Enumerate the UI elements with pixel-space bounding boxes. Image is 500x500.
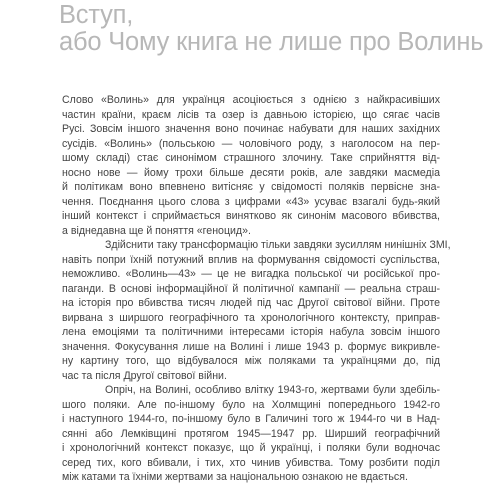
- text-line: чення. Поєднання цього слова з цифрами «43» усуває взагалі будь-який: [62, 195, 440, 208]
- text-line: Слово «Волинь» для українця асоціюється з однією з найкрасивіших: [62, 94, 440, 106]
- text-line: Здійснити таку трансформацію тільки завдяки зусиллям нинішніх ЗМІ,: [105, 239, 451, 251]
- text-line: ну картину того, що відбувалося між поляками та українцями до, під: [62, 355, 440, 367]
- text-line: навіть попри їхній потужний вплив на формування свідомості суспільства,: [62, 253, 440, 266]
- paragraph: [62, 93, 440, 238]
- chapter-heading-line-1: Вступ,: [59, 1, 134, 29]
- text-line: інший контекст і сприймається винятково як синонім масового вбивства,: [62, 210, 440, 222]
- text-line: шого поляки. Але по-іншому було на Холмщині попереднього 1942-го: [62, 398, 440, 411]
- text-line: сянні або Лемківщині протягом 1945—1947 рр. Ширший географічний: [62, 427, 440, 440]
- text-line: вирвана з ширшого географічного та хронологічного контексту, приправ-: [62, 311, 440, 324]
- text-line: Русі. Зовсім іншого значення воно починає набувати для наших західних: [62, 123, 440, 135]
- text-line: частин країни, краєм лісів та озер із давньою історією, що сягає часів: [62, 108, 440, 121]
- text-line: лена емоціями та політичними інтересами історія набула зовсім іншого: [62, 326, 440, 338]
- chapter-heading-line-2: або Чому книга не лише про Волинь: [59, 28, 484, 56]
- text-line: і наступного 1944-го, по-іншому було в Галичині того ж 1944-го чи в Над-: [62, 413, 440, 425]
- text-line: й політикам воно впевнено витісняє у свідомості поляків первісне зна-: [62, 181, 440, 193]
- text-line: між катами та їхніми жертвами за національною ознакою не вдається.: [62, 471, 408, 483]
- text-line: носно нове — йому трохи більше десяти років, але завдяки масмедіа: [62, 166, 440, 179]
- body-text: [62, 93, 451, 485]
- text-line: і хронологічний контекст показує, що й українці, і поляки були водночас: [62, 442, 440, 454]
- text-line: серед тих, кого вбивали, і тих, хто чинив убивства. Тому розбити поділ: [62, 456, 440, 469]
- text-line: час та після Другої світової війни.: [62, 369, 227, 382]
- paragraph: [62, 238, 451, 383]
- text-line: на історія про вбивства тисяч людей під час Другої світової війни. Проте: [62, 297, 440, 309]
- text-line: Опріч, на Волині, особливо влітку 1943-го, жертвами були здебіль-: [105, 384, 440, 396]
- text-line: паганди. В основі інформаційної й політичної кампанії — реальна страш-: [62, 282, 440, 295]
- text-line: значення. Фокусування лише на Волині і лише 1943 р. формує викривле-: [62, 340, 440, 353]
- chapter-heading: [59, 1, 484, 56]
- paragraph: [62, 383, 440, 485]
- text-line: а віднедавна ще й поняття «геноцид».: [62, 224, 251, 237]
- text-line: шому складі) стає синонімом страшного злочину. Таке сприйняття від-: [62, 152, 440, 164]
- text-line: неможливо. «Волинь—43» — це не вигадка польської чи російської про-: [62, 268, 440, 280]
- text-line: сусідів. «Волинь» (польською — чоловічого роду, з наголосом на пер-: [62, 137, 440, 150]
